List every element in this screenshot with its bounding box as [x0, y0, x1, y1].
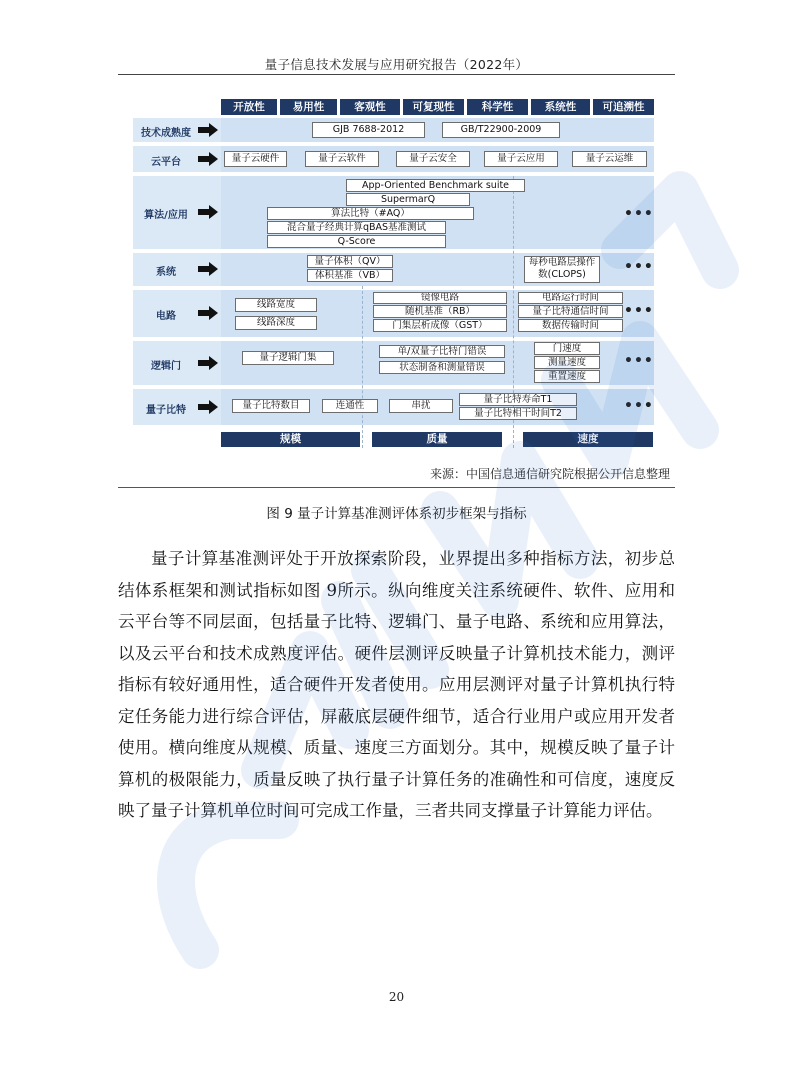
box-measurement-speed: 测量速度: [534, 356, 600, 369]
box-gjb: GJB 7688-2012: [312, 122, 425, 138]
box-circuit-depth: 线路深度: [235, 316, 317, 330]
box-cloud-operations: 量子云运维: [572, 151, 647, 167]
bottom-label-scale: 规模: [221, 432, 360, 447]
row-label-tech-maturity: 技术成熟度: [141, 128, 191, 139]
top-label-systematicness: 系统性: [531, 99, 590, 115]
box-supermarq: SupermarQ: [346, 193, 470, 206]
box-mirror-circuit: 镜像电路: [373, 292, 507, 304]
box-gbt: GB/T22900-2009: [442, 122, 560, 138]
bottom-label-speed: 速度: [523, 432, 653, 447]
row-label-system: 系统: [156, 267, 176, 278]
box-cloud-software: 量子云软件: [305, 151, 379, 167]
box-volumetric-benchmark: 体积基准（VB）: [307, 269, 393, 282]
top-label-traceability: 可追溯性: [593, 99, 654, 115]
arrow-right-icon: [198, 152, 218, 166]
box-gate-speed: 门速度: [534, 342, 600, 355]
arrow-right-icon: [198, 306, 218, 320]
box-connectivity: 连通性: [322, 399, 378, 413]
box-data-transfer-time: 数据传输时间: [518, 319, 623, 332]
more-dots: •••: [624, 259, 654, 275]
box-crosstalk: 串扰: [389, 399, 453, 413]
box-gate-error: 单/双量子比特门错误: [379, 345, 505, 358]
box-circuit-runtime: 电路运行时间: [518, 292, 623, 304]
benchmark-framework-figure: [0, 0, 793, 460]
box-cloud-application: 量子云应用: [484, 151, 558, 167]
figure-rule: [118, 487, 675, 488]
more-dots: •••: [624, 303, 654, 319]
row-label-logic-gate: 逻辑门: [151, 361, 181, 372]
box-clops: 每秒电路层操作数(CLOPS): [524, 256, 600, 283]
top-label-scientificity: 科学性: [467, 99, 528, 115]
page-header: 量子信息技术发展与应用研究报告（2022年）: [264, 57, 529, 72]
box-cloud-security: 量子云安全: [396, 151, 470, 167]
arrow-right-icon: [198, 356, 218, 370]
box-logic-gate-set: 量子逻辑门集: [242, 351, 334, 365]
row-label-qubit: 量子比特: [146, 405, 186, 416]
box-app-oriented: App-Oriented Benchmark suite: [346, 179, 525, 192]
box-qscore: Q-Score: [267, 235, 446, 248]
bottom-label-quality: 质量: [372, 432, 502, 447]
box-t1: 量子比特寿命T1: [459, 393, 577, 406]
row-label-circuit: 电路: [156, 311, 176, 322]
box-reset-speed: 重置速度: [534, 370, 600, 383]
divider-scale-quality: [362, 286, 363, 448]
figure-caption: 图 9 量子计算基准测评体系初步框架与指标: [266, 506, 527, 522]
top-label-openness: 开放性: [221, 99, 277, 115]
arrow-right-icon: [198, 400, 218, 414]
arrow-right-icon: [198, 205, 218, 219]
box-t2: 量子比特相干时间T2: [459, 407, 577, 420]
top-label-objectivity: 客观性: [340, 99, 400, 115]
box-qubit-count: 量子比特数目: [232, 399, 310, 413]
top-label-reproducibility: 可复现性: [403, 99, 464, 115]
page-number: 20: [388, 990, 405, 1004]
box-qubit-comm-time: 量子比特通信时间: [518, 305, 623, 318]
more-dots: •••: [624, 206, 654, 222]
box-qbas: 混合量子经典计算qBAS基准测试: [267, 221, 446, 234]
arrow-right-icon: [198, 123, 218, 137]
box-circuit-width: 线路宽度: [235, 298, 317, 312]
box-randomized-benchmark: 随机基准（RB）: [373, 305, 507, 318]
box-quantum-volume: 量子体积（QV）: [307, 255, 393, 268]
top-label-usability: 易用性: [280, 99, 337, 115]
body-paragraph: 量子计算基准测评处于开放探索阶段，业界提出多种指标方法，初步总结体系框架和测试指标如图 9所示。纵向维度关注系统硬件、软件、应用和云平台等不同层面，包括量子比特、逻辑门、量子电路、系统和应用算法，以及云平台和技术成熟度评估。硬件层测评反映量子计算机技术能力，测评指标有较好通用性，适合硬件开发者使用。应用层测评对量子计算机执行特定任务能力进行综合评估，屏蔽底层硬件细节，适合行业用户或应用开发者使用。横向维度从规模、质量、速度三方面划分。其中，规模反映了量子计算机的极限能力，质量反映了执行量子计算任务的准确性和可信度，速度反映了量子计算机单位时间可完成工作量，三者共同支撑量子计算能力评估。: [118, 549, 675, 820]
box-gst: 门集层析成像（GST）: [373, 319, 507, 332]
arrow-right-icon: [198, 262, 218, 276]
box-cloud-hardware: 量子云硬件: [224, 151, 287, 167]
box-spam-error: 状态制备和测量错误: [379, 361, 505, 374]
row-content-area: [221, 118, 654, 142]
more-dots: •••: [624, 353, 654, 369]
row-label-algorithm: 算法/应用: [144, 210, 188, 221]
more-dots: •••: [624, 398, 654, 414]
figure-source: 来源：中国信息通信研究院根据公开信息整理: [429, 467, 670, 481]
box-algorithmic-qubits: 算法比特（#AQ）: [267, 207, 474, 220]
row-label-cloud: 云平台: [151, 157, 181, 168]
